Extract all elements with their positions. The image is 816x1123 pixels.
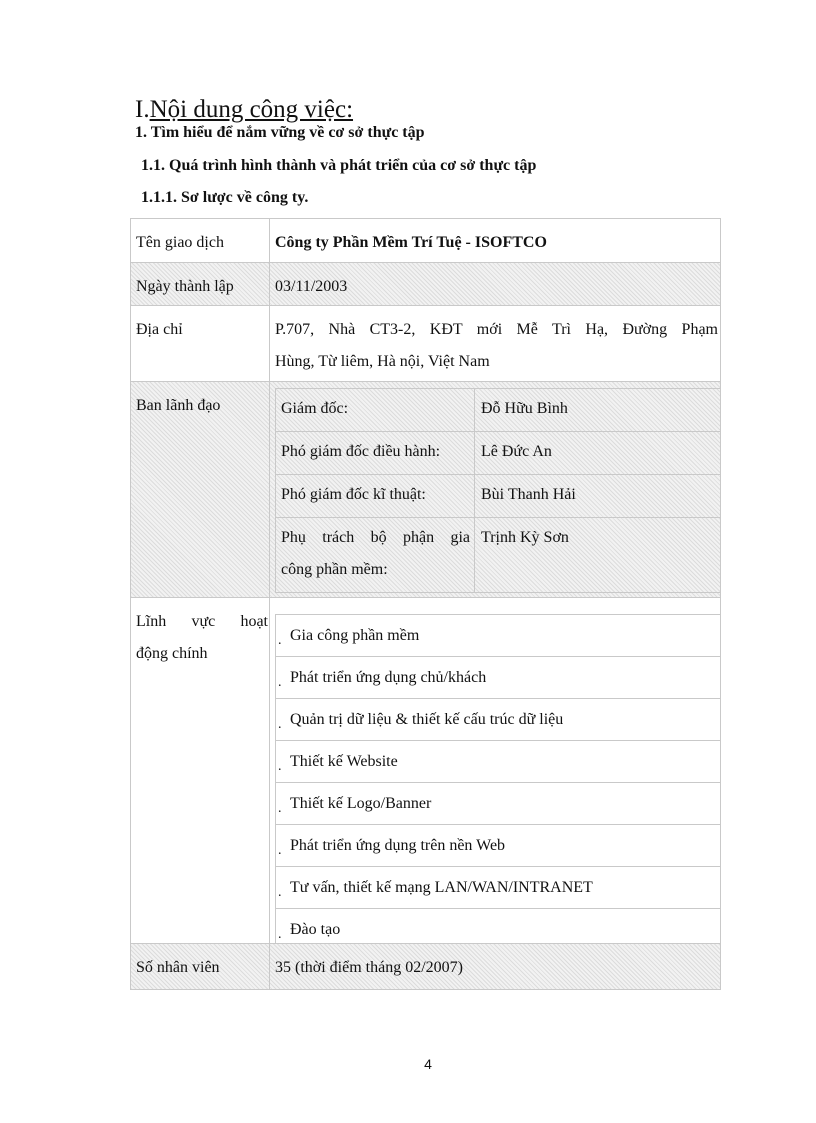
address-line-1: P.707, Nhà CT3-2, KĐT mới Mễ Trì Hạ, Đường Phạm (275, 321, 718, 338)
activity-text: Đào tạo (290, 921, 341, 938)
list-item (275, 615, 721, 657)
leader-role: Phó giám đốc điều hành: (275, 432, 475, 474)
table-row-staff (131, 944, 721, 990)
list-item (275, 867, 721, 909)
activities-list (275, 614, 721, 951)
founded-label: Ngày thành lập (131, 263, 270, 305)
activities-label-line-1: Lĩnh vực hoạt (136, 613, 268, 630)
leadership-row (275, 389, 721, 432)
list-item (275, 699, 721, 741)
activity-text: Phát triển ứng dụng trên nền Web (290, 837, 506, 854)
table-row-activities (131, 598, 721, 944)
main-heading (135, 96, 353, 124)
list-item (275, 741, 721, 783)
activity-text: Thiết kế Website (290, 753, 398, 770)
activities-label (131, 598, 270, 943)
leader-name: Đỗ Hữu Bình (475, 389, 721, 431)
leadership-table (275, 388, 721, 593)
list-item (275, 657, 721, 699)
address-value (271, 306, 721, 381)
bullet-icon: . (278, 633, 282, 648)
activity-text: Phát triển ứng dụng chủ/khách (290, 669, 487, 686)
address-label: Địa chỉ (131, 306, 270, 381)
leader-role-line-1: Phụ trách bộ phận gia (281, 529, 470, 546)
leader-role-line-2: công phần mềm: (281, 561, 388, 578)
section-1-heading: 1. Tìm hiểu để nắm vững về cơ sở thực tập (135, 124, 425, 141)
list-item (275, 783, 721, 825)
trade-name-label: Tên giao dịch (131, 219, 270, 262)
trade-name-value: Công ty Phần Mềm Trí Tuệ - ISOFTCO (271, 219, 721, 262)
staff-value: 35 (thời điểm tháng 02/2007) (271, 944, 721, 989)
company-info-table (130, 218, 721, 990)
section-1-1-1-heading: 1.1.1. Sơ lược về công ty. (141, 189, 309, 206)
activity-text: Thiết kế Logo/Banner (290, 795, 432, 812)
address-line-2: Hùng, Từ liêm, Hà nội, Việt Nam (275, 353, 490, 370)
bullet-icon: . (278, 717, 282, 732)
leadership-label: Ban lãnh đạo (131, 382, 270, 597)
bullet-icon: . (278, 801, 282, 816)
leadership-row (275, 518, 721, 593)
table-row-trade-name (131, 219, 721, 263)
page-number: 4 (424, 1056, 432, 1072)
heading-title: Nội dung công việc: (149, 96, 354, 123)
bullet-icon: . (278, 885, 282, 900)
heading-prefix: I. (135, 96, 150, 123)
founded-value: 03/11/2003 (271, 263, 721, 305)
activity-text: Quản trị dữ liệu & thiết kế cấu trúc dữ liệu (290, 711, 564, 728)
bullet-icon: . (278, 843, 282, 858)
staff-label: Số nhân viên (131, 944, 270, 989)
leader-name: Trịnh Kỳ Sơn (475, 518, 721, 592)
activity-text: Tư vấn, thiết kế mạng LAN/WAN/INTRANET (290, 879, 593, 896)
leadership-row (275, 475, 721, 518)
activities-label-line-2: động chính (136, 645, 208, 662)
leadership-row (275, 432, 721, 475)
list-item (275, 825, 721, 867)
leader-name: Bùi Thanh Hải (475, 475, 721, 517)
section-1-1-heading: 1.1. Quá trình hình thành và phát triển của cơ sở thực tập (141, 157, 537, 174)
table-row-founded (131, 263, 721, 306)
leader-role: Phó giám đốc kĩ thuật: (275, 475, 475, 517)
activity-text: Gia công phần mềm (290, 627, 420, 644)
table-row-leadership (131, 382, 721, 598)
bullet-icon: . (278, 675, 282, 690)
leader-role: Giám đốc: (275, 389, 475, 431)
bullet-icon: . (278, 759, 282, 774)
table-row-address (131, 306, 721, 382)
bullet-icon: . (278, 927, 282, 942)
leader-name: Lê Đức An (475, 432, 721, 474)
leader-role (275, 518, 475, 592)
